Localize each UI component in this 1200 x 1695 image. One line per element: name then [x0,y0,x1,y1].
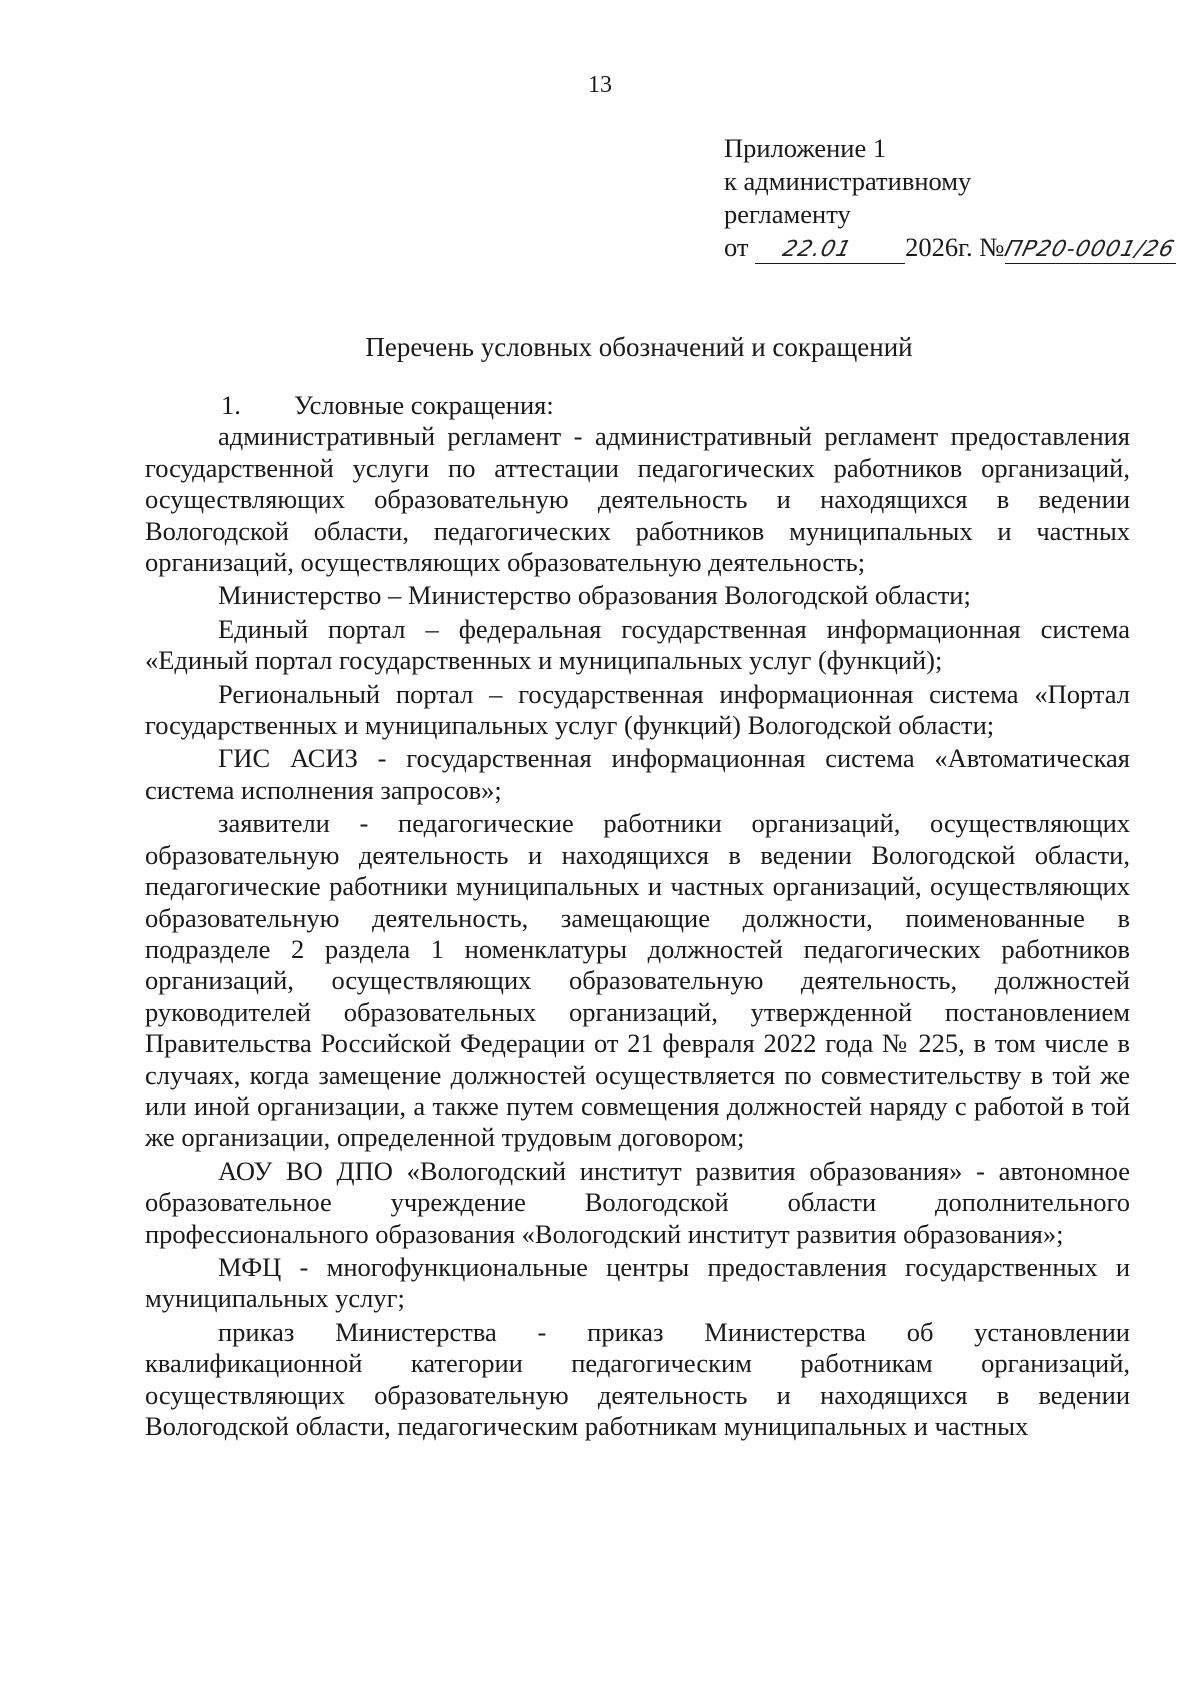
paragraph-gis-asiz: ГИС АСИЗ - государственная информационная система «Автоматическая система исполнения запросов»; [145,743,1130,805]
section-number: 1. [221,390,241,420]
section-heading-text: Условные сокращения: [294,390,554,420]
paragraph-mfc: МФЦ - многофункциональные центры предоставления государственных и муниципальных услуг; [145,1251,1130,1314]
date-prefix: от [724,232,749,262]
appendix-header [724,132,1177,264]
section-heading [145,390,1130,421]
document-body [145,390,1130,1444]
page-number: 13 [588,72,612,98]
paragraph-admin-regulation: административный регламент - административный регламент предоставления государственной услуги по аттестации педагогических работников организаций, осуществляющих образовательную деятельность и находящихся в ведении Вологодской области, педагогических работников муниципальных и частных организаций, осуществляющих образовательную деятельность; [145,421,1130,578]
paragraph-regional-portal: Региональный портал – государственная информационная система «Портал государственных и муниципальных услуг (функций) Вологодской области; [145,678,1130,741]
paragraph-aou-vo-dpo: АОУ ВО ДПО «Вологодский институт развития образования» - автономное образовательное учреждение Вологодской области дополнительного профессионального образования «Вологодский институт развития образования»; [145,1155,1130,1249]
document-title: Перечень условных обозначений и сокращений [365,332,913,362]
year-text: 2026г. № [905,232,1005,262]
handwritten-date: 22.01 [780,237,855,262]
appendix-line-2: к административному [724,166,972,196]
handwritten-number: ПР20-0001/26 [1001,237,1177,262]
appendix-date-line [724,231,1177,264]
appendix-title: Приложение 1 [724,133,887,163]
paragraph-ministry-order: приказ Министерства - приказ Министерства об установлении квалификационной категории педагогическим работникам организаций, осуществляющих образовательную деятельность и находящихся в ведении Вологодской области, педагогическим работникам муниципальных и частных [145,1316,1130,1441]
number-field [1001,234,1177,264]
paragraph-applicants: заявители - педагогические работники организаций, осуществляющих образовательную деятельность и находящихся в ведении Вологодской области, педагогические работники муниципальных и частных организаций, осуществляющих образовательную деятельность, замещающие должности, поименованные в подразделе 2 раздела 1 номенклатуры должностей педагогических работников организаций, осуществляющих образовательную деятельность, должностей руководителей образовательных организаций, утвержденной постановлением Правительства Российской Федерации от 21 февраля 2022 года № 225, в том числе в случаях, когда замещение должностей осуществляется по совместительству в той же или иной организации, а также путем совмещения должностей наряду с работой в той же организации, определенной трудовым договором; [145,808,1130,1153]
appendix-line-3: регламенту [724,199,851,229]
date-field [755,234,905,264]
paragraph-ministry: Министерство – Министерство образования Вологодской области; [218,580,971,611]
paragraph-unified-portal: Единый портал – федеральная государственная информационная система «Единый портал государственных и муниципальных услуг (функций); [145,613,1130,676]
